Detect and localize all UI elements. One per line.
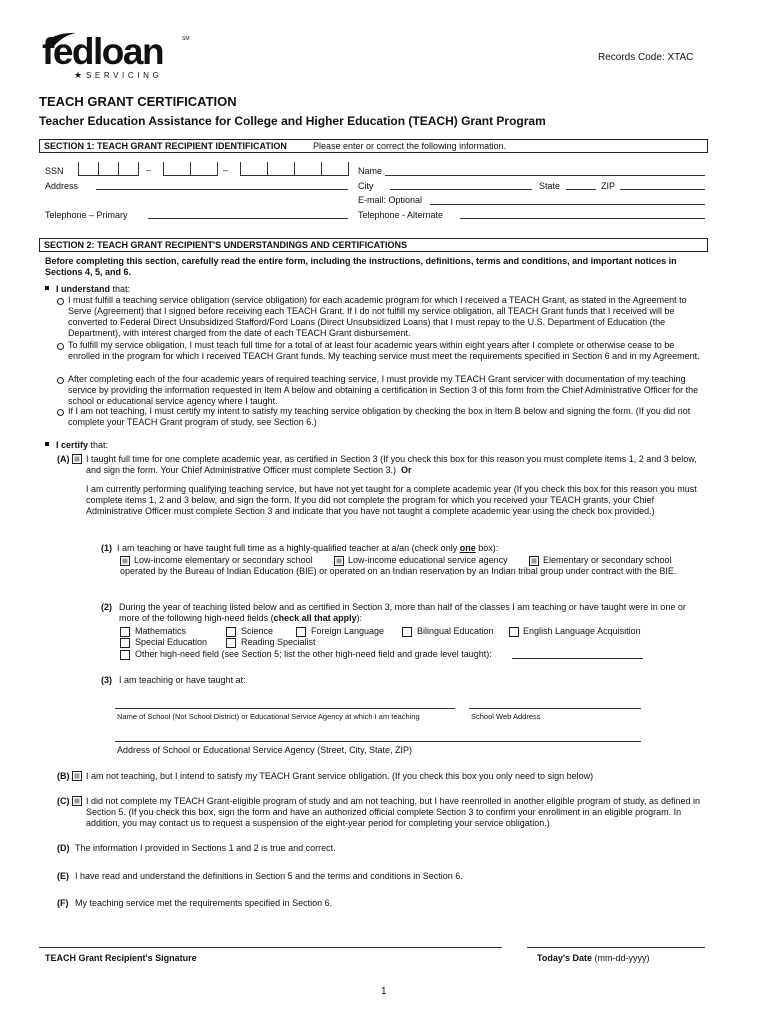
form-subtitle: Teacher Education Assistance for College and Higher Education (TEACH) Grant Program — [39, 114, 546, 128]
item1-opt3: Elementary or secondary school — [543, 555, 672, 565]
understand-heading: I understand that: — [45, 284, 130, 295]
item-a-text2: I am currently performing qualifying teaching service, but have not yet taught for a complete academic year (If you check this box for this reason you must complete items 1, 2 and 3 below, and sign the form. If you did not complete the program for which you received your TEACH grants, your Chief Administrative Officer must complete Section 3 and indicate that you have not taught a complete academic year using the check box provided.) — [86, 484, 697, 516]
field-bilingual-checkbox[interactable] — [402, 627, 412, 637]
date-field[interactable] — [527, 947, 705, 948]
square-bullet-icon — [45, 286, 49, 290]
item1-bie-school-checkbox[interactable] — [529, 556, 539, 566]
field-reading-specialist: Reading Specialist — [241, 637, 316, 647]
ssn-dash-1: – — [146, 165, 152, 175]
item1-low-income-agency-checkbox[interactable] — [334, 556, 344, 566]
item-a-checkbox[interactable] — [72, 454, 82, 464]
city-label: City — [358, 181, 374, 191]
address-field[interactable] — [96, 189, 348, 190]
date-label: Today's Date (mm-dd-yyyy) — [537, 953, 650, 963]
item-c-text: I did not complete my TEACH Grant-eligible program of study and am not teaching, but I have reenrolled in another eligible program of study, as defined in Section 5. (If you check this box, sign the form and have an authorized official complete Section 3 to confirm your enrollment in an eligible program. In addition, you may contact us to request a suspension of the eight-year period for completing your service obligation.) — [86, 796, 701, 828]
signature-label: TEACH Grant Recipient's Signature — [45, 953, 197, 963]
state-field[interactable] — [566, 189, 596, 190]
field-other-checkbox[interactable] — [120, 650, 130, 660]
logo-sm-mark: SM — [182, 36, 190, 42]
circle-bullet-icon — [57, 377, 64, 384]
form-title: TEACH GRANT CERTIFICATION — [39, 94, 237, 109]
item-c-label: (C) — [57, 796, 70, 806]
item-f-text: My teaching service met the requirements specified in Section 6. — [75, 898, 333, 908]
telephone-alt-label: Telephone - Alternate — [358, 210, 444, 220]
school-address-field[interactable] — [115, 741, 641, 742]
signature-field[interactable] — [39, 947, 502, 948]
certify-heading: I certify that: — [45, 440, 108, 451]
item-b-text: I am not teaching, but I intend to satisfy my TEACH Grant service obligation. (If you check this box you only need to sign below) — [86, 771, 594, 781]
item-e-label: (E) — [57, 871, 69, 881]
item1-low-income-school-checkbox[interactable] — [120, 556, 130, 566]
school-web-caption: School Web Address — [471, 712, 541, 721]
section2-header — [39, 238, 708, 252]
zip-label: ZIP — [601, 181, 616, 191]
item1-opt2: Low-income educational service agency — [348, 555, 508, 565]
email-field[interactable] — [430, 204, 705, 205]
circle-bullet-icon — [57, 409, 64, 416]
field-other-input[interactable] — [512, 658, 643, 659]
understand-item-4: If I am not teaching, I must certify my intent to satisfy my teaching service obligation by checking the box in Item B below and signing the form. (If you did not complete your TEACH Grant program of study, see Section 6.) — [68, 406, 691, 427]
square-bullet-icon — [45, 442, 49, 446]
fedloan-logo — [42, 30, 192, 80]
field-science-checkbox[interactable] — [226, 627, 236, 637]
logo-subtitle: SERVICING — [86, 71, 163, 80]
circle-bullet-icon — [57, 298, 64, 305]
field-reading-specialist-checkbox[interactable] — [226, 638, 236, 648]
item-a-label: (A) — [57, 454, 70, 464]
field-mathematics: Mathematics — [135, 626, 187, 636]
item1-label: (1) — [101, 543, 112, 553]
field-special-education-checkbox[interactable] — [120, 638, 130, 648]
school-web-field[interactable] — [469, 708, 641, 709]
field-foreign-language-checkbox[interactable] — [296, 627, 306, 637]
item1-opt1: Low-income elementary or secondary school — [134, 555, 313, 565]
school-name-field[interactable] — [115, 708, 455, 709]
understand-item-1: I must fulfill a teaching service obligation (service obligation) for each academic program for which I received a TEACH Grant, as stated in the Agreement to Serve (Agreement) that I signed before receiving each TEACH Grant. If I do not fulfill my service obligation, all TEACH Grant funds that I received will be converted to Federal Direct Unsubsidized Stafford/Ford Loans (Direct Unsubsidized Loans) that I must repay to the U.S. Department of Education (the Department), with interest charged from the date of each TEACH Grant disbursement. — [68, 295, 687, 338]
name-field[interactable] — [385, 175, 705, 176]
records-code: Records Code: XTAC — [598, 52, 694, 63]
section1-heading: SECTION 1: TEACH GRANT RECIPIENT IDENTIFICATION — [44, 141, 287, 151]
item1-text: I am teaching or have taught full time as a highly-qualified teacher at a/an (check only one box): — [117, 543, 499, 553]
field-english-acquisition-checkbox[interactable] — [509, 627, 519, 637]
item1-opt3-continued: operated by the Bureau of Indian Education (BIE) or operated on an Indian reservation by an Indian tribal group under contract with the BIE. — [120, 566, 677, 576]
circle-bullet-icon — [57, 343, 64, 350]
understand-item-3: After completing each of the four academic years of required teaching service, I must provide my TEACH Grant servicer with documentation of my teaching service by providing the information requested in Item A below and obtaining a certification in Section 3 of this form from the Chief Administrative Officer for the school or educational service agency where I taught. — [68, 374, 699, 406]
field-science: Science — [241, 626, 274, 636]
item-e-text: I have read and understand the definitions in Section 5 and the terms and conditions in Section 6. — [75, 871, 463, 881]
zip-field[interactable] — [620, 189, 705, 190]
star-icon: ★ — [74, 70, 83, 80]
section1-header — [39, 139, 708, 153]
logo-wordmark: fedloan — [42, 31, 164, 72]
email-label: E-mail: Optional — [358, 195, 423, 205]
item-b-checkbox[interactable] — [72, 771, 82, 781]
state-label: State — [539, 181, 561, 191]
city-field[interactable] — [390, 189, 532, 190]
item3-label: (3) — [101, 675, 112, 685]
ssn-dash-2: – — [223, 165, 229, 175]
understand-item-2: To fulfill my service obligation, I must teach full time for a total of at least four academic years within eight years after I complete or otherwise cease to be enrolled in the program for which I received TEACH Grant funds. My teaching service must meet the requirements specified in Section 6 and in my Agreement. — [68, 340, 700, 361]
address-label: Address — [45, 181, 79, 191]
item-b-label: (B) — [57, 771, 70, 781]
ssn-part1-line — [78, 175, 138, 176]
item-d-label: (D) — [57, 843, 70, 853]
page-number: 1 — [381, 986, 387, 997]
item-c-checkbox[interactable] — [72, 796, 82, 806]
item-f-label: (F) — [57, 898, 69, 908]
telephone-alt-field[interactable] — [460, 218, 705, 219]
section2-intro: Before completing this section, carefully read the entire form, including the instructions, definitions, terms and conditions, and important notices in Sections 4, 5, and 6. — [45, 256, 677, 277]
item3-text: I am teaching or have taught at: — [119, 675, 246, 685]
telephone-primary-label: Telephone – Primary — [45, 210, 128, 220]
field-special-education: Special Education — [135, 637, 208, 647]
field-foreign-language: Foreign Language — [311, 626, 385, 636]
telephone-primary-field[interactable] — [148, 218, 348, 219]
field-other: Other high-need field (see Section 5; list the other high-need field and grade level taught): — [135, 649, 492, 659]
section1-instruction: Please enter or correct the following information. — [313, 141, 507, 151]
field-english-acquisition: English Language Acquisition — [523, 626, 641, 636]
item-a-text: I taught full time for one complete academic year, as certified in Section 3 (If you check this box for this reason you must complete items 1, 2 and 3 below, and sign the form. Your Chief Administrative Officer must complete Section 3.) Or — [86, 454, 697, 475]
section2-heading: SECTION 2: TEACH GRANT RECIPIENT'S UNDERSTANDINGS AND CERTIFICATIONS — [44, 240, 407, 250]
school-address-caption: Address of School or Educational Service Agency (Street, City, State, ZIP) — [117, 745, 412, 755]
item2-label: (2) — [101, 602, 112, 612]
ssn-label: SSN — [45, 166, 64, 176]
name-label: Name — [358, 166, 383, 176]
field-bilingual: Bilingual Education — [417, 626, 494, 636]
field-mathematics-checkbox[interactable] — [120, 627, 130, 637]
item2-text: During the year of teaching listed below and as certified in Section 3, more than half of the classes I am teaching or have taught were in one or more of the following high-need fields (check all that apply): — [119, 602, 686, 623]
school-name-caption: Name of School (Not School District) or Educational Service Agency at which I am teaching — [117, 712, 420, 721]
item-d-text: The information I provided in Sections 1 and 2 is true and correct. — [75, 843, 336, 853]
